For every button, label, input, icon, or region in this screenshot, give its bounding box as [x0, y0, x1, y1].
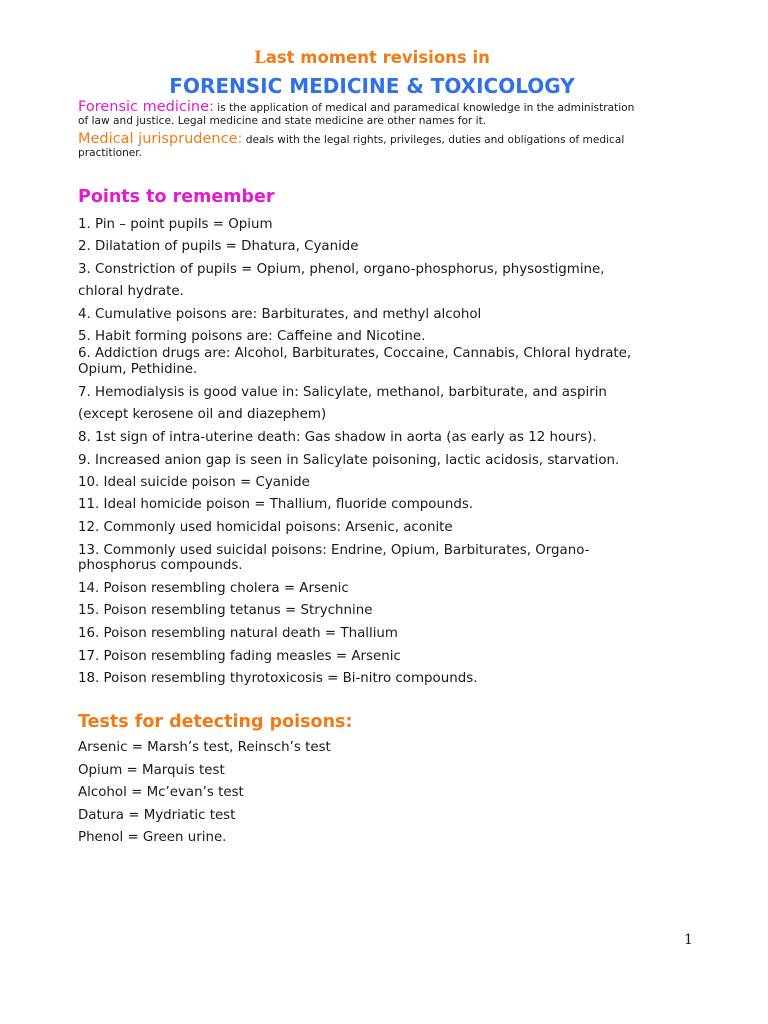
point-line: 4. Cumulative poisons are: Barbiturates, and methyl alcohol: [78, 307, 482, 322]
point-line: 6. Addiction drugs are: Alcohol, Barbiturates, Coccaine, Cannabis, Chloral hydrate,: [78, 346, 632, 361]
point-line: 8. 1st sign of intra-uterine death: Gas shadow in aorta (as early as 12 hours).: [78, 430, 597, 445]
point-line: 7. Hemodialysis is good value in: Salicylate, methanol, barbiturate, and aspirin: [78, 385, 607, 400]
point-line: 13. Commonly used suicidal poisons: Endrine, Opium, Barbiturates, Organo-: [78, 543, 590, 558]
point-line: 15. Poison resembling tetanus = Strychnine: [78, 603, 373, 618]
point-line: (except kerosene oil and diazephem): [78, 407, 327, 422]
point-line: 2. Dilatation of pupils = Dhatura, Cyanide: [78, 239, 359, 254]
definition-text-continued: of law and justice. Legal medicine and state medicine are other names for it.: [78, 115, 487, 127]
subtitle-rest: ast moment revisions in: [265, 48, 490, 67]
test-line: Datura = Mydriatic test: [78, 808, 236, 823]
tests-heading: Tests for detecting poisons:: [78, 712, 353, 732]
definition-forensic-medicine: [78, 101, 678, 128]
test-line: Opium = Marquis test: [78, 763, 225, 778]
definition-text-continued: practitioner.: [78, 147, 143, 159]
point-line: 16. Poison resembling natural death = Thallium: [78, 626, 398, 641]
document-title: FORENSIC MEDICINE & TOXICOLOGY: [169, 74, 575, 98]
point-line: 14. Poison resembling cholera = Arsenic: [78, 581, 349, 596]
definition-medical-jurisprudence: [78, 133, 678, 160]
point-line: 11. Ideal homicide poison = Thallium, fluoride compounds.: [78, 497, 474, 512]
point-line: 12. Commonly used homicidal poisons: Arsenic, aconite: [78, 520, 453, 535]
document-subtitle: [0, 48, 744, 67]
test-line: Arsenic = Marsh’s test, Reinsch’s test: [78, 740, 331, 755]
definition-text: is the application of medical and paramedical knowledge in the administration: [213, 102, 635, 114]
test-line: Phenol = Green urine.: [78, 830, 227, 845]
point-line: 1. Pin – point pupils = Opium: [78, 217, 273, 232]
point-line: 9. Increased anion gap is seen in Salicylate poisoning, lactic acidosis, starvation.: [78, 453, 620, 468]
points-heading: Points to remember: [78, 187, 275, 207]
point-line: 17. Poison resembling fading measles = Arsenic: [78, 649, 401, 664]
definition-text: deals with the legal rights, privileges, duties and obligations of medical: [242, 134, 625, 146]
point-line: 18. Poison resembling thyrotoxicosis = Bi-nitro compounds.: [78, 671, 478, 686]
subtitle-initial: L: [254, 48, 266, 67]
point-line: 10. Ideal suicide poison = Cyanide: [78, 475, 310, 490]
point-line: chloral hydrate.: [78, 284, 184, 299]
point-line: 5. Habit forming poisons are: Caffeine and Nicotine.: [78, 329, 426, 344]
point-line: Opium, Pethidine.: [78, 362, 198, 377]
definition-term: Forensic medicine:: [78, 99, 214, 115]
point-line: phosphorus compounds.: [78, 558, 243, 573]
point-line: 3. Constriction of pupils = Opium, phenol, organo-phosphorus, physostigmine,: [78, 262, 605, 277]
page-number: 1: [684, 932, 693, 948]
test-line: Alcohol = Mc’evan’s test: [78, 785, 244, 800]
definition-term: Medical jurisprudence:: [78, 131, 243, 147]
